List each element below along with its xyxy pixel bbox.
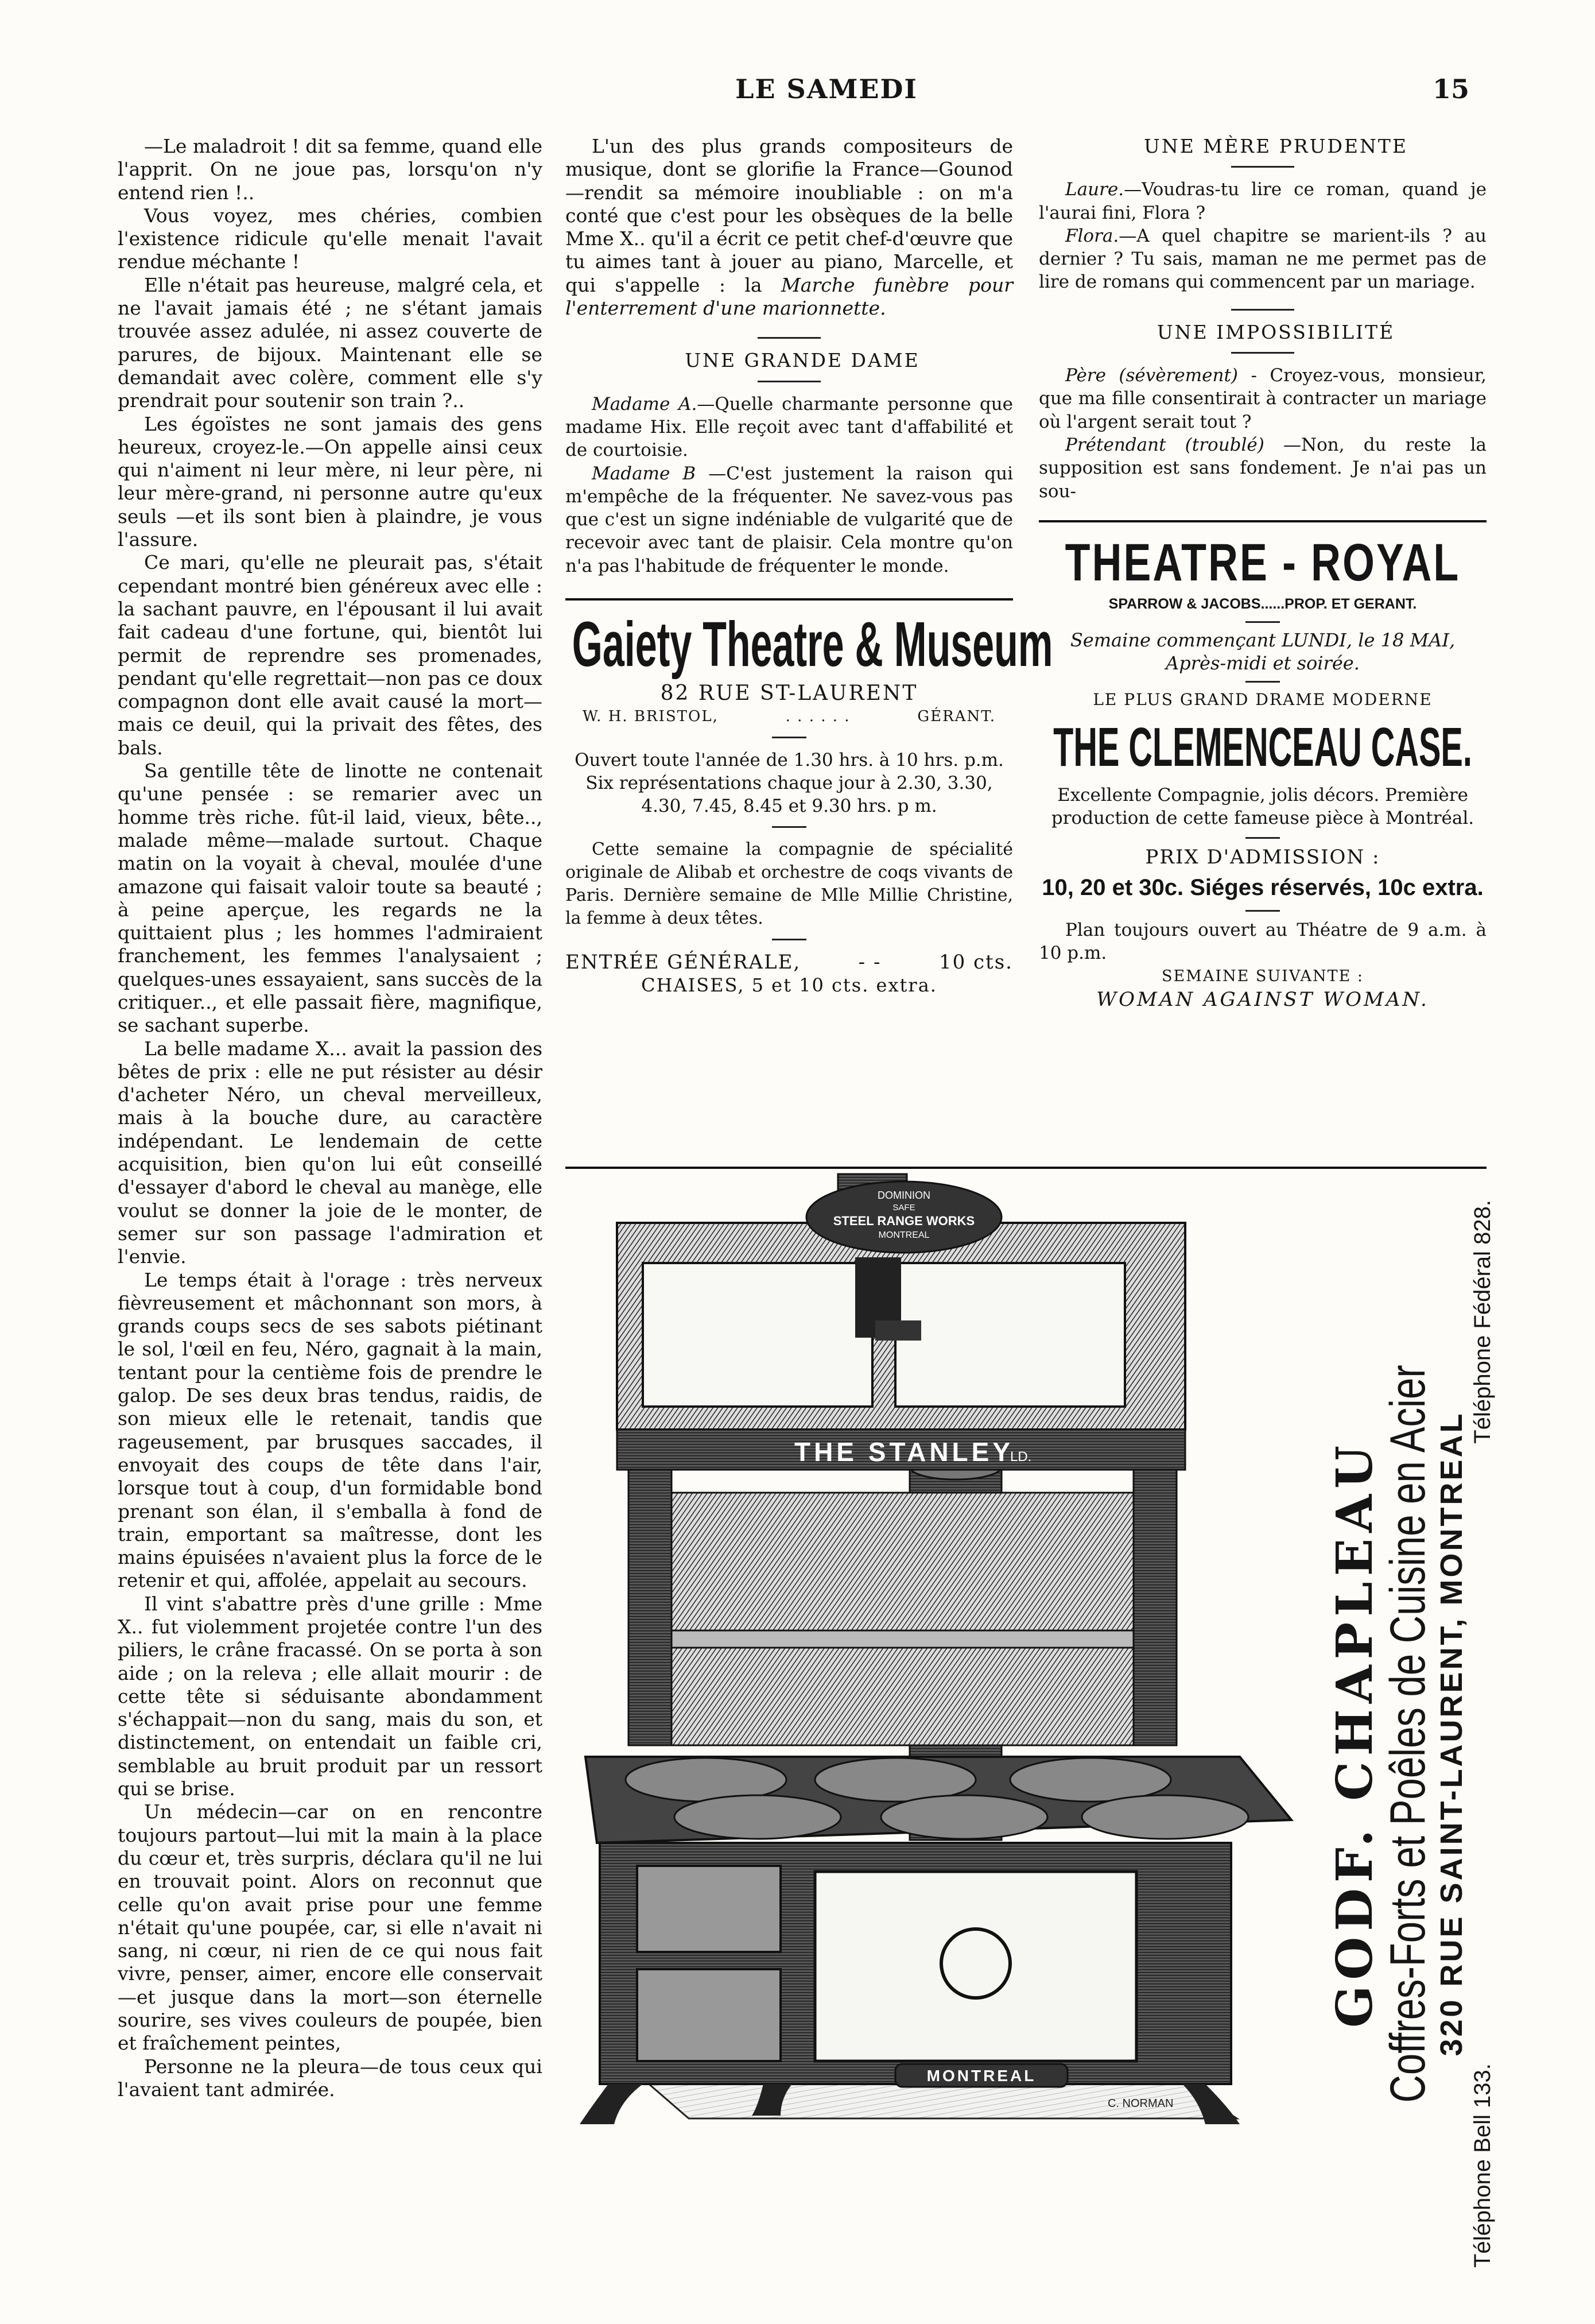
manager-name: W. H. BRISTOL, xyxy=(583,708,719,726)
right-column xyxy=(1039,135,1487,1011)
advertisement-rule xyxy=(565,1167,1487,1169)
section-rule xyxy=(565,598,1013,601)
prices-label: PRIX D'ADMISSION : xyxy=(1145,845,1380,869)
brand-name: THE STANLEY xyxy=(794,1437,1014,1467)
dialogue-text: —Non, du reste la supposition est sans fondement. Je n'ai pas un sou- xyxy=(1039,434,1487,502)
phone-federal: Téléphone Fédéral 828. xyxy=(1470,1200,1495,1444)
gaiety-chairs: CHAISES, 5 et 10 cts. extra. xyxy=(641,974,937,997)
section-divider xyxy=(1231,352,1294,354)
story-paragraph: Vous voyez, mes chéries, combien l'existence ridicule qu'elle menait l'avait rendue méchante ! xyxy=(118,204,542,273)
dialogue-line xyxy=(565,462,1013,578)
advertiser-name: GODF. CHAPLEAU xyxy=(1326,1439,1384,2028)
theatre-schedule: Semaine commençant LUNDI, le 18 MAI, Après-midi et soirée. xyxy=(1070,629,1456,675)
story-paragraph: Ce mari, qu'elle ne pleurait pas, s'était cependant montré bien généreux avec elle : la sachant pauvre, en l'épousant il lui avait fait cadeau d'une fortune, qui, bientôt lui permit de reprendre ses promenades, pendant qu'elle regrettait—non pas ce doux compagnon dont elle avait causé la mort—mais ce deuil, qui la privait des fêtes, des bals. xyxy=(118,551,542,759)
chapleau-ad xyxy=(1326,1191,1495,2276)
story-paragraph: Elle n'était pas heureuse, malgré cela, et ne l'avait jamais été ; ne s'étant jamais trouvée assez adulée, ni assez couverte de parures, de bijoux. Maintenant elle se demandait avec colère, comment elle s'y prendrait pour soutenir son train ?.. xyxy=(118,273,542,412)
page-number: 15 xyxy=(1432,73,1469,104)
gaiety-theatre-ad xyxy=(565,609,1053,997)
advertiser-address: 320 RUE SAINT-LAURENT, MONTREAL xyxy=(1434,1411,1469,2056)
plate-line: STEEL RANGE WORKS xyxy=(833,1214,975,1228)
advertiser-products: Coffres-Forts et Poêles de Cuisine en Acier xyxy=(1380,1365,1435,2103)
phone-bell: Téléphone Bell 133. xyxy=(1470,2063,1495,2268)
entry-label: ENTRÉE GÉNÉRALE, xyxy=(565,950,801,974)
entry-dashes: - - xyxy=(858,950,882,974)
theatre-description: Excellente Compagnie, jolis décors. Première production de cette fameuse pièce à Montréal. xyxy=(1051,785,1474,829)
story-column xyxy=(118,135,542,2101)
section-divider xyxy=(1231,309,1294,311)
engraver-signature: C. NORMAN xyxy=(1108,2097,1174,2110)
theatre-plan: Plan toujours ouvert au Théatre de 9 a.m. à 10 p.m. xyxy=(1039,919,1487,964)
manager-dots: . . . . . . xyxy=(785,708,851,726)
plate-line: MONTREAL xyxy=(878,1230,930,1240)
impossibilite-title: UNE IMPOSSIBILITÉ xyxy=(1157,320,1395,343)
section-rule xyxy=(1039,520,1487,522)
dialogue-text: —A quel chapitre se marient-ils ? au dernier ? Tu sais, maman ne me permet pas de lire de romans qui commencent par un mariage. xyxy=(1039,225,1487,293)
section-divider xyxy=(1245,910,1280,912)
story-paragraph: Sa gentille tête de linotte ne contenait qu'une pensée : se remarier avec un homme très riche. fût-il laid, vieux, bête.., malade même—malade surtout. Chaque matin on la voyait à cheval, moulée d'une amazone qui faisait valoir toute sa beauté ; à peine aperçue, les regards ne la quittaient plus ; les hommes l'admiraient franchement, les femmes l'analysaient ; quelques-unes essayaient, sans succès de la critiquer.., et elle passait fière, magnifique, se sachant superbe. xyxy=(118,760,542,1037)
dialogue-line xyxy=(1039,224,1487,294)
entry-price: 10 cts. xyxy=(938,950,1013,974)
story-paragraph: Les égoïstes ne sont jamais des gens heureux, croyez-le.—On appelle ainsi ceux qui n'aiment ni leur mère, ni leur père, ni leur mère-grand, ni personne autre qu'eux seuls —et ils sont bien à plaindre, je vous l'assure. xyxy=(118,412,542,551)
story-paragraph: Le temps était à l'orage : très nerveux fièvreusement et mâchonnant son mors, à grands coups secs de ses sabots piétinant le sol, l'œil en feu, Néro, gagnait à la main, tentant pour la centième fois de prendre le galop. De ses deux bras tendus, raidis, de son mieux elle le retenait, tandis que rageusement, par brusques saccades, il envoyait des coups de tête dans l'air, lorsque tout à coup, d'un formidable bond prenant son élan, il s'emballa à fond de train, emportant sa maîtresse, dont les mains épuisées n'avaient plus la force de le retenir et qui, affolée, appelait au secours. xyxy=(118,1268,542,1592)
theatre-royal-ad xyxy=(1039,533,1487,1011)
middle-column xyxy=(565,135,1053,997)
gaiety-manager xyxy=(565,705,1013,728)
dialogue-line xyxy=(1039,178,1487,224)
speaker: Madame A. xyxy=(592,393,697,415)
next-week-label: SEMAINE SUIVANTE : xyxy=(1161,967,1364,985)
stove-illustration xyxy=(574,1171,1314,2147)
section-divider xyxy=(1245,837,1280,839)
dialogue-text: —Voudras-tu lire ce roman, quand je l'aurai fini, Flora ? xyxy=(1039,179,1487,223)
prices: 10, 20 et 30c. Siéges réservés, 10c extra. xyxy=(1042,874,1484,900)
gaiety-entry xyxy=(565,951,1013,974)
story-paragraph: Il vint s'abattre près d'une grille : Mme X.. fut violemment projetée contre l'un des piliers, le crâne fracassé. On se porta à son aide ; on la releva ; elle allait mourir : de cette tête si séduisante abondamment s'échappait—non du sang, mais du son, et distinctement, on entendait un faible cri, semblable au bruit produit par un ressort qui se brise. xyxy=(118,1592,542,1800)
gounod-text: L'un des plus grands compositeurs de musique, dont se glorifie la France—Gounod —rendit sa mémoire inoubliable : on m'a conté que c'est pour les obsèques de la belle Mme X.. qu'il a écrit ce petit chef-d'œuvre que tu aimes tant à jouer au piano, Marcelle, et qui s'appelle : la xyxy=(565,135,1013,296)
theatre-subtitle: LE PLUS GRAND DRAME MODERNE xyxy=(1093,690,1433,709)
speaker: Père (sévèrement) xyxy=(1065,365,1239,386)
section-divider xyxy=(772,737,806,738)
dialogue-line xyxy=(1039,364,1487,433)
grande-dame-title: UNE GRANDE DAME xyxy=(685,349,920,372)
dialogue-line xyxy=(1039,433,1487,503)
gaiety-hours: Ouvert toute l'année de 1.30 hrs. à 10 hrs. p.m. Six représentations chaque jour à 2.30, 3.30, 4.30, 7.45, 8.45 et 9.30 hrs. p m. xyxy=(575,749,1004,817)
theatre-royal-title: THEATRE - ROYAL xyxy=(1065,533,1461,592)
mere-prudente-title: UNE MÈRE PRUDENTE xyxy=(1144,135,1408,157)
section-divider xyxy=(1245,621,1280,623)
next-week-play: WOMAN AGAINST WOMAN. xyxy=(1096,987,1429,1011)
plate-line: DOMINION xyxy=(878,1190,930,1201)
plate-line: SAFE xyxy=(892,1203,915,1213)
story-paragraph: —Le maladroit ! dit sa femme, quand elle l'apprit. On ne joue pas, lorsqu'on n'y entend rien !.. xyxy=(118,135,542,204)
story-paragraph: Un médecin—car on en rencontre toujours partout—lui mit la main à la place du cœur et, très surpris, déclara qu'il ne lui en trouvait point. Alors on reconnut que celle qu'on avait prise pour une femme n'était qu'une poupée, car, si elle n'avait ni sang, ni cœur, ni rien de ce qui nous fait vivre, penser, aimer, encore elle conservait—et jusque dans la mort—son éternelle sourire, ses vives couleurs de poupée, bien et fraîchement peintes, xyxy=(118,1800,542,2055)
story-paragraph: La belle madame X... avait la passion des bêtes de prix : elle ne put résister au désir d'acheter Néro, un cheval merveilleux, mais à la bouche dure, au caractère indépendant. Le lendemain de cette acquisition, bien qu'on lui eût conseillé d'essayer d'abord le cheval au manège, elle voulut se donner la joie de le monter, de semer sur son passage l'admiration et l'envie. xyxy=(118,1037,542,1268)
dialogue-text: —Quelle charmante personne que madame Hix. Elle reçoit avec tant d'affabilité et de courtoisie. xyxy=(565,393,1014,461)
manager-role: GÉRANT. xyxy=(917,708,996,726)
running-title: LE SAMEDI xyxy=(735,73,918,104)
theatre-owners: SPARROW & JACOBS......PROP. ET GERANT. xyxy=(1108,595,1417,612)
dialogue-text: —C'est justement la raison qui m'empêche de la fréquenter. Ne savez-vous pas que c'est un signe indéniable de vulgarité que de recevoir avec tant de plaisir. Cela montre qu'on n'a pas l'habitude de fréquenter le monde. xyxy=(565,463,1013,576)
speaker: Prétendant (troublé) xyxy=(1065,434,1264,455)
play-title: THE CLEMENCEAU CASE. xyxy=(1053,716,1472,778)
section-divider xyxy=(758,337,821,339)
oven-door xyxy=(815,1872,1136,2061)
section-divider xyxy=(772,826,806,828)
section-divider xyxy=(758,381,821,382)
section-divider xyxy=(1245,681,1280,683)
section-divider xyxy=(772,939,806,940)
gaiety-description: Cette semaine la compagnie de spécialité originale de Alibab et orchestre de coqs vivants de Paris. Dernière semaine de Mlle Millie Christine, la femme à deux têtes. xyxy=(565,839,1013,929)
gaiety-address: 82 RUE ST-LAURENT xyxy=(660,681,918,706)
speaker: Laure. xyxy=(1065,179,1124,200)
advertiser-phones xyxy=(1469,1200,1496,2268)
gaiety-ad-title: Gaiety Theatre & Museum xyxy=(572,609,1053,680)
brand-suffix: LD. xyxy=(1010,1449,1032,1465)
dialogue-line xyxy=(565,393,1013,462)
speaker: Madame B xyxy=(592,463,696,484)
dialogue-text: - Croyez-vous, monsieur, que ma fille consentirait à contracter un mariage où l'argent serait tout ? xyxy=(1039,365,1487,432)
story-paragraph: Personne ne la pleura—de tous ceux qui l'avaient tant admirée. xyxy=(118,2055,542,2101)
speaker: Flora. xyxy=(1065,225,1119,246)
section-divider xyxy=(1231,166,1294,168)
gounod-paragraph xyxy=(565,135,1013,320)
base-plate: MONTREAL xyxy=(926,2067,1037,2085)
march-title: Marche funèbre pour l'enterrement d'une marionnette. xyxy=(565,273,1013,320)
